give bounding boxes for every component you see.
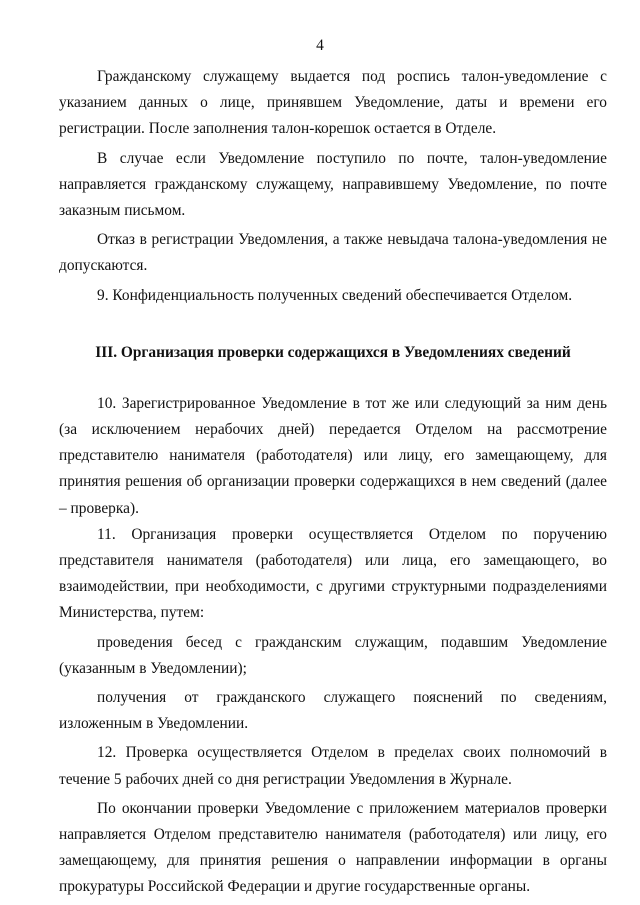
- document-body: [59, 64, 607, 901]
- paragraph-item-11: 11. Организация проверки осуществляется Отделом по поручению представителя нанимателя (работодателя) или лица, его замещающего, во взаимодействии, при необходимости, с другими структурными подразделениями Министерства, путем:: [59, 525, 607, 622]
- paragraph-explanations: получения от гражданского служащего пояснений по сведениям, изложенным в Уведомлении.: [59, 689, 607, 733]
- paragraph-mail-receipt: В случае если Уведомление поступило по почте, талон-уведомление направляется гражданскому служащему, направившему Уведомление, по почте заказным письмом.: [59, 149, 607, 220]
- paragraph-item-12: 12. Проверка осуществляется Отделом в пределах своих полномочий в течение 5 рабочих дней со дня регистрации Уведомления в Журнале.: [59, 744, 607, 788]
- paragraph-refusal: Отказ в регистрации Уведомления, а также невыдача талона-уведомления не допускаются.: [59, 231, 607, 275]
- paragraph-item-9: 9. Конфиденциальность полученных сведений обеспечивается Отделом.: [97, 286, 573, 304]
- page-number: 4: [316, 37, 324, 54]
- paragraph-talon-issuance: Гражданскому служащему выдается под роспись талон-уведомление с указанием данных о лице, принявшем Уведомление, даты и времени его регистрации. После заполнения талон-корешок остается в Отделе.: [59, 68, 607, 138]
- paragraph-interviews: проведения бесед с гражданским служащим, подавшим Уведомление (указанным в Уведомлении);: [59, 633, 607, 677]
- paragraph-item-10: 10. Зарегистрированное Уведомление в тот же или следующий за ним день (за исключением нерабочих дней) передается Отделом на рассмотрение представителю нанимателя (работодателя) или лицу, его замещающему, для принятия решения об организации проверки содержащихся в нем сведений (далее – проверка).: [59, 394, 607, 517]
- paragraph-conclusion: По окончании проверки Уведомление с приложением материалов проверки направляется Отделом представителю нанимателя (работодателя) или лицу, его замещающему, для принятия решения о направлении информации в органы прокуратуры Российской Федерации и другие государственные органы.: [59, 799, 607, 896]
- section-heading: III. Организация проверки содержащихся в Уведомлениях сведений: [95, 343, 571, 361]
